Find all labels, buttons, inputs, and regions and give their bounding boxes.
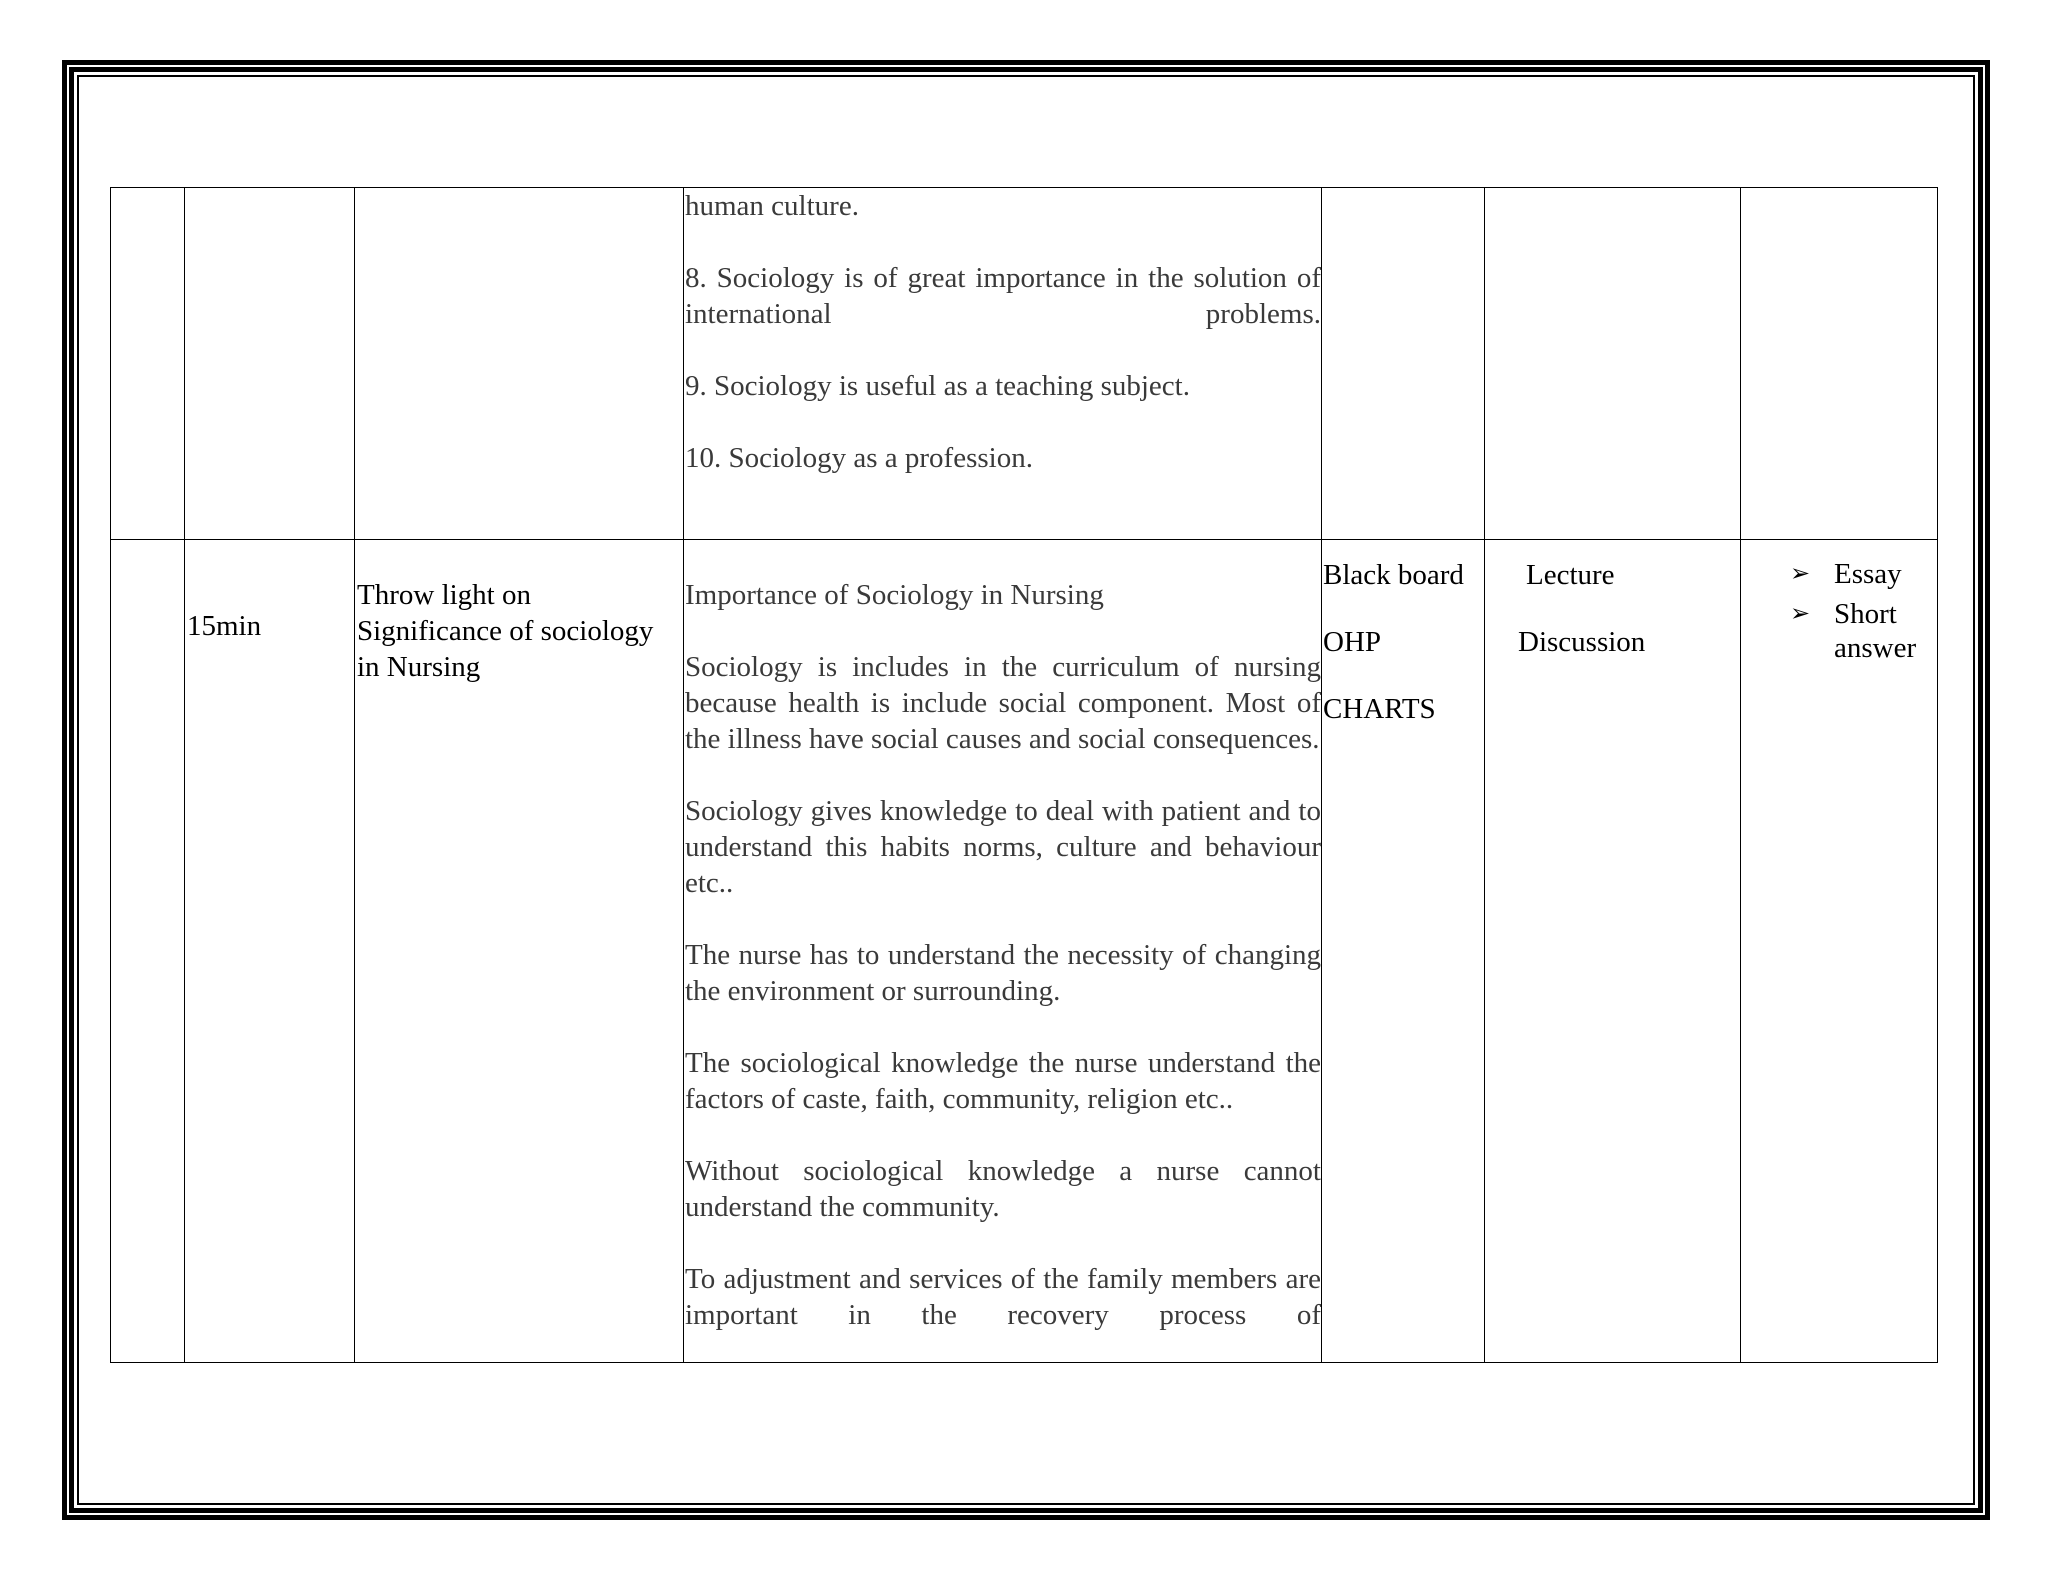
content-paragraph: 10. Sociology as a profession.	[685, 442, 1033, 474]
method-item: Lecture	[1526, 559, 1615, 591]
content-paragraph: The nurse has to understand the necessity of changing the environment or surrounding.	[685, 939, 1321, 1007]
row2-methods-cell	[1486, 557, 1738, 691]
evaluation-item	[1790, 557, 1935, 591]
content-paragraph: human culture.	[685, 190, 859, 222]
column-border	[184, 187, 185, 1363]
content-paragraph: To adjustment and services of the family members are important in the recovery process of	[685, 1263, 1321, 1331]
content-paragraph: Sociology gives knowledge to deal with patient and to understand this habits norms, culture and behaviour etc..	[685, 795, 1321, 899]
content-paragraph: Sociology is includes in the curriculum of nursing because health is include social component. Most of the illness have social causes and social consequences.	[685, 651, 1321, 755]
aid-item: CHARTS	[1323, 693, 1436, 725]
method-item: Discussion	[1518, 626, 1646, 658]
evaluation-item	[1790, 597, 1935, 665]
column-border	[1321, 187, 1322, 1363]
content-paragraph: Without sociological knowledge a nurse cannot understand the community.	[685, 1155, 1321, 1223]
aid-item: Black board	[1323, 559, 1464, 591]
column-border	[1937, 187, 1938, 1363]
arrow-bullet-icon: ➢	[1790, 601, 1811, 627]
column-border	[1484, 187, 1485, 1363]
row1-content-cell	[685, 188, 1321, 476]
aid-item: OHP	[1323, 626, 1382, 658]
table-bottom-border	[110, 1362, 1937, 1363]
evaluation-label: Essay	[1834, 558, 1902, 590]
content-paragraph: The sociological knowledge the nurse understand the factors of caste, faith, community, religion etc..	[685, 1047, 1321, 1115]
column-border	[110, 187, 111, 1363]
arrow-bullet-icon: ➢	[1790, 561, 1811, 587]
content-paragraph: 9. Sociology is useful as a teaching subject.	[685, 370, 1190, 402]
column-border	[1740, 187, 1741, 1363]
content-heading: Importance of Sociology in Nursing	[685, 579, 1104, 611]
content-paragraph: 8. Sociology is of great importance in the solution of international problems.	[685, 262, 1321, 330]
row2-time-cell: 15min	[187, 610, 262, 642]
column-border	[354, 187, 355, 1363]
row2-aids-cell	[1323, 557, 1483, 758]
row-divider	[110, 539, 1937, 540]
evaluation-label: Short answer	[1834, 598, 1917, 664]
row2-content-cell	[685, 577, 1321, 1333]
row2-evaluation-cell	[1790, 557, 1935, 671]
column-border	[683, 187, 684, 1363]
row2-objective-cell: Throw light on Significance of sociology in Nursing	[357, 579, 654, 683]
